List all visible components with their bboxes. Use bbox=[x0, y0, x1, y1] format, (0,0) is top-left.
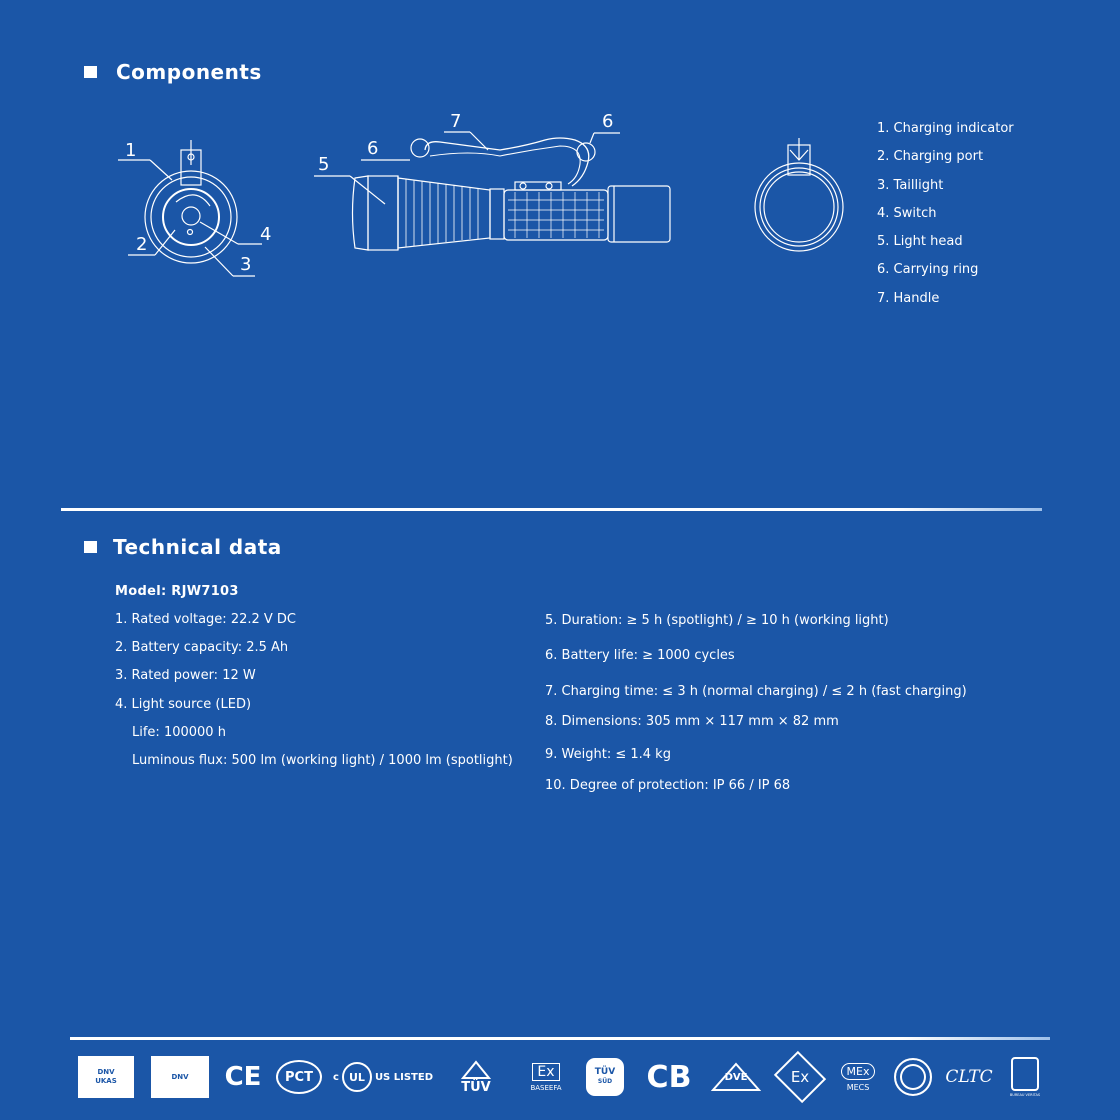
spec-left: Life: 100000 h bbox=[132, 725, 226, 740]
spec-right: 6. Battery life: ≥ 1000 cycles bbox=[545, 648, 735, 663]
tuv-logo: TÜV bbox=[452, 1052, 500, 1102]
components-legend bbox=[877, 120, 1014, 318]
components-title: Components bbox=[116, 60, 262, 84]
spec-left: 1. Rated voltage: 22.2 V DC bbox=[115, 612, 297, 627]
spec-left: 3. Rated power: 12 W bbox=[115, 668, 256, 683]
legend-item: 4. Switch bbox=[877, 205, 937, 221]
baseefa-logo: Ex BASEEFA bbox=[530, 1063, 562, 1092]
legend-item: 2. Charging port bbox=[877, 149, 984, 165]
technical-title: Technical data bbox=[113, 535, 282, 559]
spec-left: 2. Battery capacity: 2.5 Ah bbox=[115, 640, 289, 655]
front-view bbox=[755, 138, 843, 251]
dnv-iso-logo: DNV bbox=[150, 1052, 210, 1102]
spec-right: 7. Charging time: ≤ 3 h (normal charging) / ≤ 2 h (fast charging) bbox=[545, 684, 967, 699]
spec-left: Luminous flux: 500 lm (working light) / 1000 lm (spotlight) bbox=[132, 753, 513, 768]
heading-bullet bbox=[84, 541, 97, 553]
model-label: Model: RJW7103 bbox=[115, 584, 239, 599]
callout-7: 7 bbox=[450, 111, 462, 132]
spec-right: 9. Weight: ≤ 1.4 kg bbox=[545, 747, 671, 762]
cb-logo: CB bbox=[646, 1059, 692, 1095]
ul-listed-logo: c UL US LISTED bbox=[333, 1052, 433, 1102]
pct-logo: PCT bbox=[276, 1052, 322, 1102]
legend-item: 6. Carrying ring bbox=[877, 262, 979, 278]
callout-3: 3 bbox=[240, 254, 252, 275]
callout-2: 2 bbox=[136, 234, 148, 255]
spec-left: 4. Light source (LED) bbox=[115, 697, 252, 712]
footer-divider bbox=[70, 1037, 1050, 1040]
bureau-veritas-logo: BUREAU VERITAS bbox=[1006, 1052, 1044, 1102]
legend-item: 7. Handle bbox=[877, 290, 940, 306]
spec-right: 8. Dimensions: 305 mm × 117 mm × 82 mm bbox=[545, 714, 839, 729]
legend-item: 3. Taillight bbox=[877, 177, 944, 193]
tuv-sud-logo: TÜV SÜD bbox=[583, 1052, 627, 1102]
callout-4: 4 bbox=[260, 224, 272, 245]
dve-logo: DVE bbox=[710, 1052, 762, 1102]
ce-logo: CE bbox=[224, 1062, 262, 1092]
callout-5: 5 bbox=[318, 154, 330, 175]
callout-1: 1 bbox=[125, 140, 137, 161]
spec-right: 5. Duration: ≥ 5 h (spotlight) / ≥ 10 h (working light) bbox=[545, 613, 889, 628]
technical-heading bbox=[84, 535, 282, 559]
callout-6-right: 6 bbox=[602, 111, 614, 132]
dnv-ukas-logo: DNV UKAS bbox=[77, 1052, 135, 1102]
legend-item: 1. Charging indicator bbox=[877, 121, 1014, 136]
mecs-logo: MEx MECS bbox=[834, 1052, 882, 1102]
section-divider bbox=[61, 508, 1042, 511]
ex-hexagon-logo: Ex bbox=[776, 1052, 824, 1102]
seal-logo bbox=[893, 1052, 933, 1102]
cltc-logo: CLTC bbox=[945, 1067, 993, 1087]
spec-right: 10. Degree of protection: IP 66 / IP 68 bbox=[545, 778, 791, 793]
legend-item: 5. Light head bbox=[877, 234, 963, 250]
callout-6-left: 6 bbox=[367, 138, 379, 159]
